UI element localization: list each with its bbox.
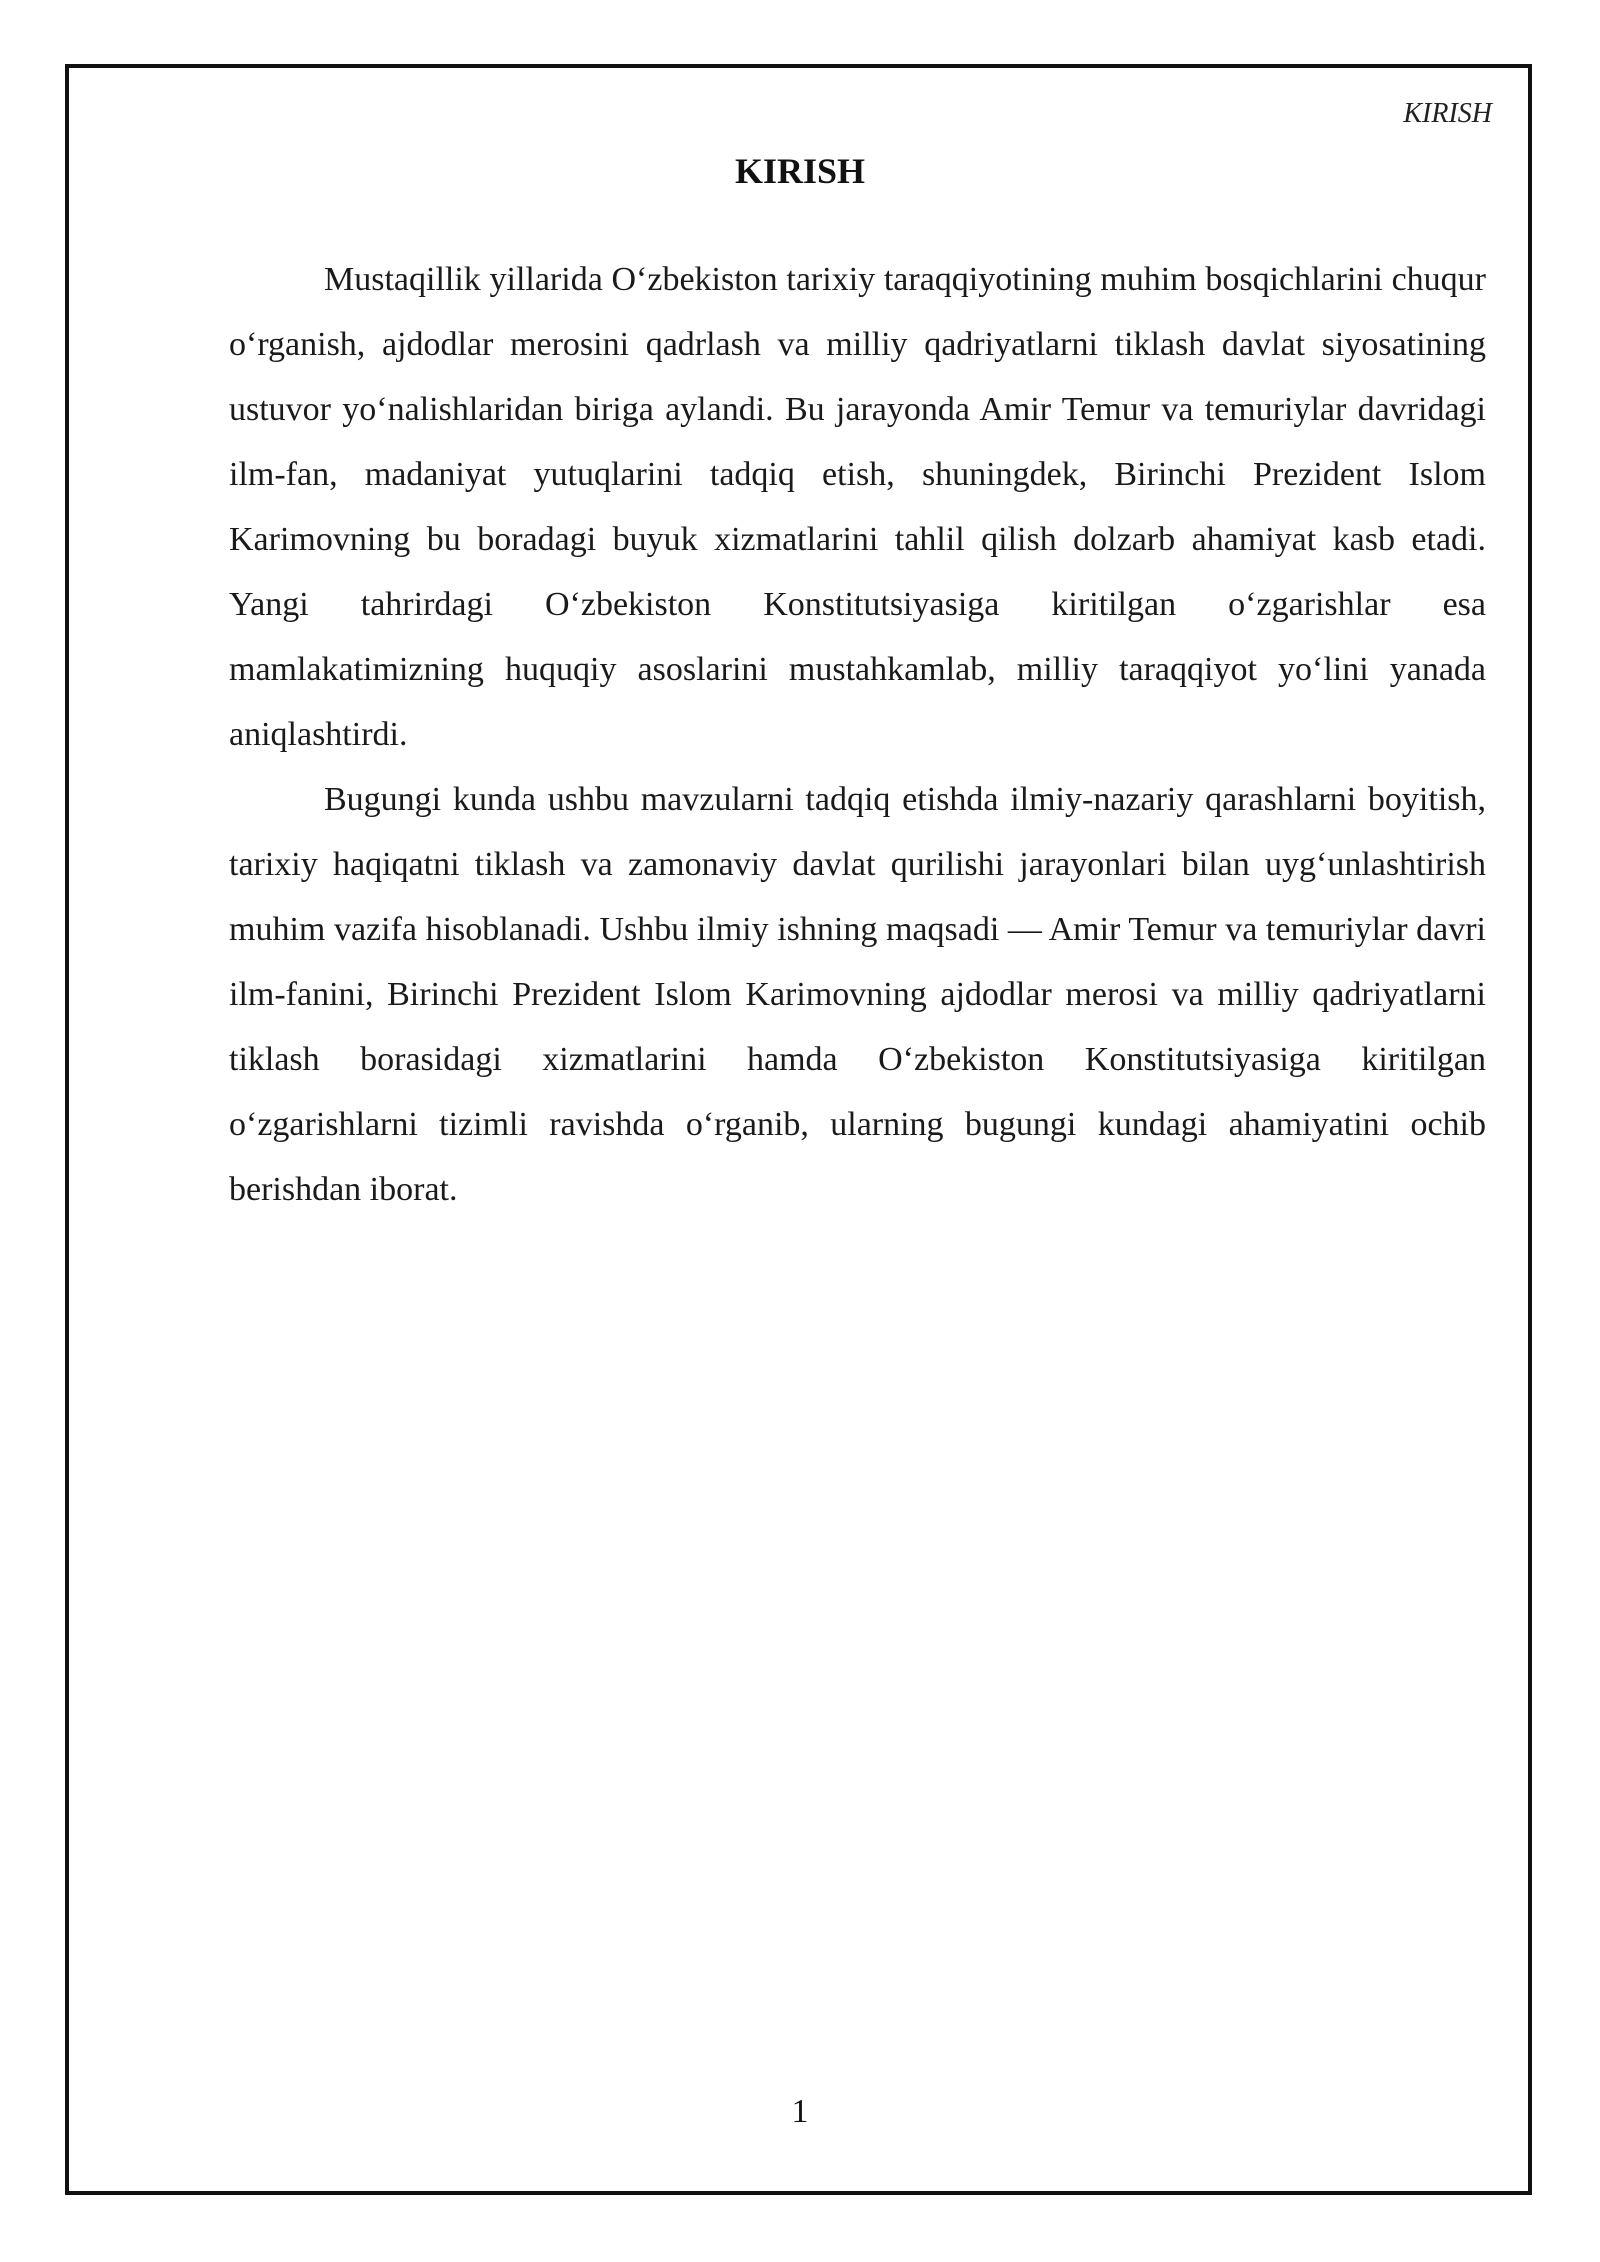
paragraph-1: Mustaqillik yillarida O‘zbekiston tarixiy taraqqiyotining muhim bosqichlarini chuqur o‘rganish, ajdodlar merosini qadrlash va milliy qadriyatlarni tiklash davlat siyosatining ustuvor yo‘nalishlaridan biriga aylandi. Bu jarayonda Amir Temur va temuriylar davridagi ilm-fan, madaniyat yutuqlarini tadqiq etish, shuningdek, Birinchi Prezident Islom Karimovning bu boradagi buyuk xizmatlarini tahlil qilish dolzarb ahamiyat kasb etadi. Yangi tahrirdagi O‘zbekiston Konstitutsiyasiga kiritilgan o‘zgarishlar esa mamlakatimizning huquqiy asoslarini mustahkamlab, milliy taraqqiyot yo‘lini yanada aniqlashtirdi. [229,261,1486,753]
page-number: 1 [791,2093,809,2130]
body-text [229,247,1486,1222]
page-title: KIRISH [734,151,866,191]
paragraph-2: Bugungi kunda ushbu mavzularni tadqiq etishda ilmiy-nazariy qarashlarni boyitish, tarixiy haqiqatni tiklash va zamonaviy davlat qurilishi jarayonlari bilan uyg‘unlashtirish muhim vazifa hisoblanadi. Ushbu ilmiy ishning maqsadi — Amir Temur va temuriylar davri ilm-fanini, Birinchi Prezident Islom Karimovning ajdodlar merosi va milliy qadriyatlarni tiklash borasidagi xizmatlarini hamda O‘zbekiston Konstitutsiyasiga kiritilgan o‘zgarishlarni tizimli ravishda o‘rganib, ularning bugungi kundagi ahamiyatini ochib berishdan iborat. [229,781,1486,1208]
running-header: KIRISH [1403,98,1492,129]
